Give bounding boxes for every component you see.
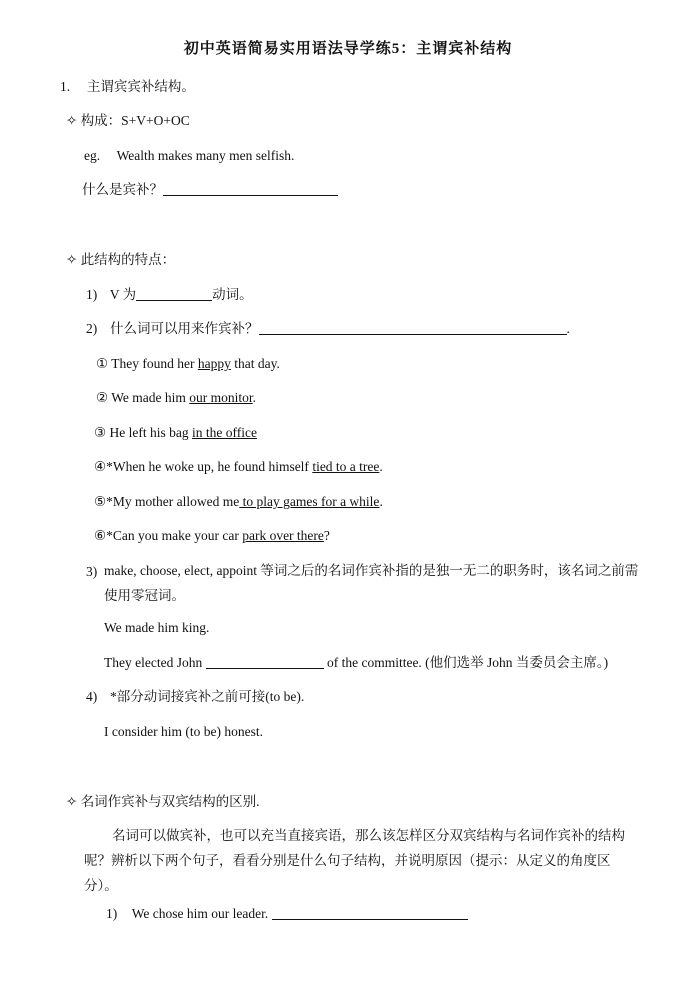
features-heading (66, 251, 175, 269)
example-text: . (252, 390, 257, 405)
section-heading-text: 主谓宾宾补结构。 (86, 79, 195, 94)
example-sentence: We made him king. (104, 620, 210, 635)
list-item (94, 527, 330, 545)
example-text: *When he woke up, he found himself (106, 459, 313, 474)
answer-blank[interactable] (272, 905, 468, 920)
example-text: that day. (230, 356, 280, 371)
example-marker: ④ (94, 459, 107, 474)
example-text: *Can you make your car (106, 528, 243, 543)
item-number: 3) (86, 564, 98, 579)
example-text: *My mother allowed me (106, 494, 240, 509)
bullet-icon: ✧ (66, 794, 78, 809)
feature-item-1 (86, 286, 253, 304)
difference-paragraph (84, 823, 644, 898)
example-text: . (379, 459, 383, 474)
example-sentence: Wealth makes many men selfish. (116, 148, 295, 163)
example-text: They found her (108, 356, 198, 371)
feature-item-2 (86, 320, 570, 338)
example-underlined: tied to a tree (312, 459, 380, 474)
question-text: 什么是宾补？ (82, 182, 163, 197)
list-item (96, 389, 256, 407)
example-underlined: to play games for a while (239, 494, 380, 509)
item-text: *部分动词接宾补之前可接(to be). (110, 689, 305, 704)
item-number: 2) (86, 321, 98, 336)
difference-item-1 (106, 905, 468, 923)
example-marker: ⑥ (94, 528, 107, 543)
feature-item-3-text: make, choose, elect, appoint 等词之后的名词作宾补指的是独一无二的职务时，该名词之前需使用零冠词。 (104, 563, 639, 603)
answer-blank[interactable] (206, 654, 324, 669)
difference-heading-text: 名词作宾补与双宾结构的区别. (80, 794, 260, 809)
item-text: V 为 (109, 287, 137, 302)
item-end: . (566, 321, 570, 336)
item-text: We chose him our leader. (131, 906, 269, 921)
example-text: . (379, 494, 383, 509)
item-number: 1) (106, 906, 118, 921)
item-number: 4) (86, 689, 98, 704)
list-item (94, 493, 383, 511)
feature-item-4 (86, 688, 304, 706)
example-sentence: I consider him (to be) honest. (104, 724, 263, 739)
example-text: ? (323, 528, 330, 543)
paragraph-text: 名词可以做宾补，也可以充当直接宾语，那么该怎样区分双宾结构与名词作宾补的结构呢？辨析以下两个句子，看看分别是什么句子结构，并说明原因（提示：从定义的角度区分）。 (84, 828, 625, 893)
structure-line (66, 112, 190, 130)
example-marker: ① (96, 356, 109, 371)
example-marker: ② (96, 390, 109, 405)
list-item (94, 424, 257, 442)
list-item (96, 355, 280, 373)
example-prefix: eg. (84, 148, 101, 163)
example-underlined: in the office (191, 425, 257, 440)
answer-blank[interactable] (163, 181, 338, 196)
answer-blank[interactable] (259, 320, 567, 335)
example-text: of the committee. (他们选举 John 当委员会主席。) (326, 655, 609, 670)
section-number: 1. (60, 79, 71, 94)
example-text: He left his bag (106, 425, 192, 440)
example-underlined: park over there (242, 528, 324, 543)
answer-blank[interactable] (136, 286, 212, 301)
list-item (94, 458, 383, 476)
example-line (104, 654, 608, 672)
example-marker: ③ (94, 425, 107, 440)
question-line (82, 181, 338, 199)
item-number: 1) (86, 287, 98, 302)
example-line (84, 147, 294, 165)
features-heading-text: 此结构的特点： (80, 252, 176, 267)
example-underlined: happy (197, 356, 231, 371)
item-text: 什么词可以用来作宾补？ (110, 321, 259, 336)
bullet-icon: ✧ (66, 113, 78, 128)
example-underlined: our monitor (189, 390, 253, 405)
example-text: They elected John (104, 655, 203, 670)
page-title: 初中英语简易实用语法导学练5：主谓宾补结构 (183, 41, 513, 57)
difference-heading (66, 793, 260, 811)
bullet-icon: ✧ (66, 252, 78, 267)
example-marker: ⑤ (94, 494, 107, 509)
item-text: 动词。 (212, 287, 253, 302)
section-heading (60, 78, 195, 96)
example-text: We made him (108, 390, 190, 405)
structure-label: 构成：S+V+O+OC (80, 113, 190, 128)
